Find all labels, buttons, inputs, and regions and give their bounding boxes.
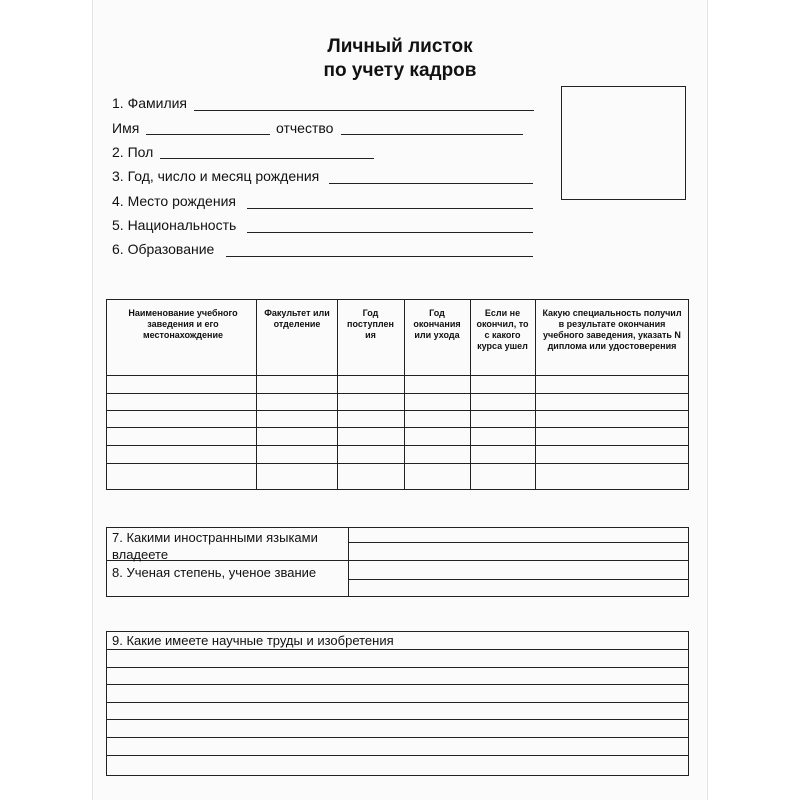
form-title: Личный листок	[327, 36, 473, 57]
birth-place-label: 4. Место рождения	[112, 193, 236, 209]
nationality-label: 5. Национальность	[112, 217, 237, 233]
name-label: Имя	[112, 120, 140, 136]
degree-label: 8. Ученая степень, ученое звание	[112, 565, 317, 580]
col-header-year-entry: Год поступлен ия	[347, 308, 394, 340]
patronymic-line[interactable]	[341, 134, 523, 135]
languages-label: 7. Какими иностранными языками владеете	[112, 530, 318, 562]
col-header-year-end: Год окончания или ухода	[413, 308, 461, 340]
works-label: 9. Какие имеете научные труды и изобретения	[112, 633, 394, 648]
name-line[interactable]	[146, 134, 270, 135]
languages-degree-box	[106, 527, 689, 597]
col-header-specialty: Какую специальность получил в результате окончания учебного заведения, указать N диплома или удостоверения	[542, 308, 682, 351]
form-subtitle: по учету кадров	[323, 60, 477, 81]
education-line[interactable]	[226, 256, 533, 257]
col-header-institution: Наименование учебного заведения и его местонахождение	[128, 308, 238, 340]
birth-date-line[interactable]	[329, 183, 533, 184]
col-header-dropout: Если не окончил, то с какого курса ушел	[476, 308, 529, 351]
col-header-faculty: Факультет или отделение	[264, 308, 330, 329]
sex-label: 2. Пол	[112, 144, 154, 160]
nationality-line[interactable]	[247, 232, 533, 233]
birth-place-line[interactable]	[247, 208, 533, 209]
surname-line[interactable]	[194, 110, 534, 111]
patronymic-label: отчество	[276, 120, 334, 136]
sex-line[interactable]	[160, 158, 374, 159]
birth-date-label: 3. Год, число и месяц рождения	[112, 168, 320, 184]
education-label: 6. Образование	[112, 241, 215, 257]
works-box	[106, 631, 689, 776]
photo-box	[561, 86, 686, 200]
education-table	[106, 299, 689, 490]
surname-label: 1. Фамилия	[112, 95, 188, 111]
